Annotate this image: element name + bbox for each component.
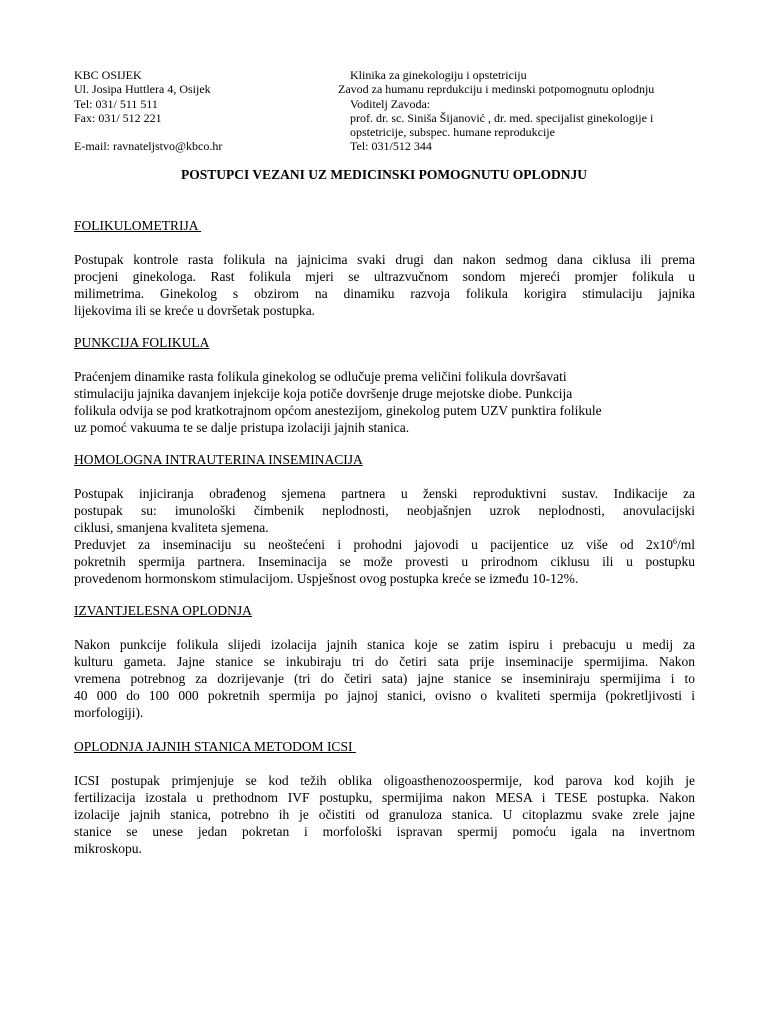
paragraph-line: mikroskopu. [74, 841, 142, 857]
hospital-fax: Fax: 031/ 512 221 [74, 110, 162, 125]
paragraph-line: postupak su: imunološki čimbenik neplodnosti, neobjašnjen uzrok neplodnosti, anovulacijski [74, 503, 695, 519]
section-heading: IZVANTJELESNA OPLODNJA [74, 603, 252, 618]
paragraph-line: izolacije jajnih stanica, potrebno ih je očistiti od granuloza stanica. U citoplazmu svake zrele jajne [74, 807, 695, 823]
hospital-email: E-mail: ravnateljstvo@kbco.hr [74, 139, 223, 154]
section-heading: HOMOLOGNA INTRAUTERINA INSEMINACIJA [74, 452, 363, 467]
hospital-phone: Tel: 031/ 511 511 [74, 96, 158, 111]
paragraph-line: pokretnih spermija partnera. Inseminacija se može provesti u prirodnom ciklusu ili u postupku [74, 554, 695, 570]
hospital-address-block [74, 68, 222, 154]
head-name: prof. dr. sc. Siniša Šijanović , dr. med. specijalist ginekologije i [350, 110, 654, 125]
section-heading: OPLODNJA JAJNIH STANICA METODOM ICSI [74, 739, 356, 754]
section-paragraph [74, 368, 695, 436]
paragraph-line: morfologiji). [74, 705, 144, 721]
paragraph-line: lijekovima ili se kreće u dovršetak postupka. [74, 303, 316, 319]
unit-text: /ml [676, 537, 695, 553]
paragraph-line: ciklusi, smanjena kvaliteta sjemena. [74, 520, 269, 536]
section-paragraph [74, 251, 695, 319]
paragraph-line: Postupak injiciranja obrađenog sjemena partnera u ženski reproduktivni sustav. Indikacije za [74, 486, 695, 501]
paragraph-line: kulturu gameta. Jajne stanice se inkubiraju tri do četiri sata prije inseminacije spermijima. Nakon [74, 654, 695, 670]
paragraph-line: Nakon punkcije folikula slijedi izolacija jajnih stanica koje se zatim ispiru i prebacuju u medij za [74, 637, 695, 652]
hospital-street: Ul. Josipa Huttlera 4, Osijek [74, 82, 211, 97]
head-label: Voditelj Zavoda: [350, 96, 431, 111]
paragraph-line: stanice se unese jedan pokretan i morfološki ispravan spermij pomoću igala na invertnom [74, 824, 695, 840]
document-title: POSTUPCI VEZANI UZ MEDICINSKI POMOGNUTU OPLODNJU [181, 167, 587, 182]
paragraph-line-with-exponent [74, 536, 695, 553]
paragraph-line: Praćenjem dinamike rasta folikula ginekolog se odlučuje prema veličini folikula dovršavati [74, 369, 567, 384]
section-punkcija-folikula [74, 335, 695, 436]
section-paragraph [74, 636, 695, 721]
section-heading: FOLIKULOMETRIJA [74, 218, 202, 233]
paragraph-line: 40 000 do 100 000 pokretnih spermija po jajnoj stanici, ovisno o kvaliteti spermija (pokretljivosti i [74, 688, 695, 704]
section-paragraph [74, 772, 695, 857]
exponent: 6 [672, 537, 677, 547]
paragraph-line: vremena potrebnog za dozrijevanje (tri do četiri sata) jajne stanice se inseminiraju spermijima i to [74, 671, 695, 687]
department-block [338, 68, 655, 154]
paragraph-line: Postupak kontrole rasta folikula na jajnicima svaki drugi dan nakon sedmog dana ciklusa ili prema [74, 252, 695, 267]
paragraph-line: fertilizacija izostala u prethodnom IVF postupku, spermijima nakon MESA i TESE postupka. Nakon [74, 790, 695, 806]
paragraph-line: milimetrima. Ginekolog s obzirom na dinamiku razvoja folikula korigira stimulaciju jajnika [74, 286, 695, 302]
hospital-name: KBC OSIJEK [74, 68, 142, 82]
section-folikulometrija [74, 218, 695, 319]
section-icsi [74, 739, 695, 857]
paragraph-line: provedenom hormonskom stimulacijom. Uspješnost ovog postupka kreće se između 10-12%. [74, 571, 579, 587]
paragraph-line-text: Preduvjet za inseminaciju su neoštećeni i prohodni jajovodi u pacijentice uz više od 2x10 [74, 537, 673, 553]
section-paragraph [74, 485, 695, 588]
paragraph-line: ICSI postupak primjenjuje se kod težih oblika oligoasthenozoospermije, kod parova kod kojih je [74, 773, 695, 788]
paragraph-line: folikula odvija se pod kratkotrajnom općom anestezijom, ginekolog putem UZV punktira folikule [74, 403, 602, 419]
head-specialty: opstetricije, subspec. humane reprodukcije [350, 125, 555, 140]
section-izvantjelesna-oplodnja [74, 603, 695, 721]
paragraph-line: uz pomoć vakuuma te se dalje pristupa izolaciji jajnih stanica. [74, 420, 410, 436]
paragraph-line: procjeni ginekologa. Rast folikula mjeri se ultrazvučnom sondom mjereći promjer folikula u [74, 269, 695, 285]
section-homologna-inseminacija [74, 452, 695, 588]
department-phone: Tel: 031/512 344 [350, 139, 432, 154]
clinic-name: Klinika za ginekologiju i opstetriciju [350, 68, 527, 82]
department-name: Zavod za humanu reprdukciju i medinski potpomognutu oplodnju [338, 82, 655, 97]
paragraph-line: stimulaciju jajnika davanjem injekcije koja potiče dovršenje druge mejotske diobe. Punkcija [74, 386, 573, 402]
section-heading: PUNKCIJA FOLIKULA [74, 335, 210, 350]
